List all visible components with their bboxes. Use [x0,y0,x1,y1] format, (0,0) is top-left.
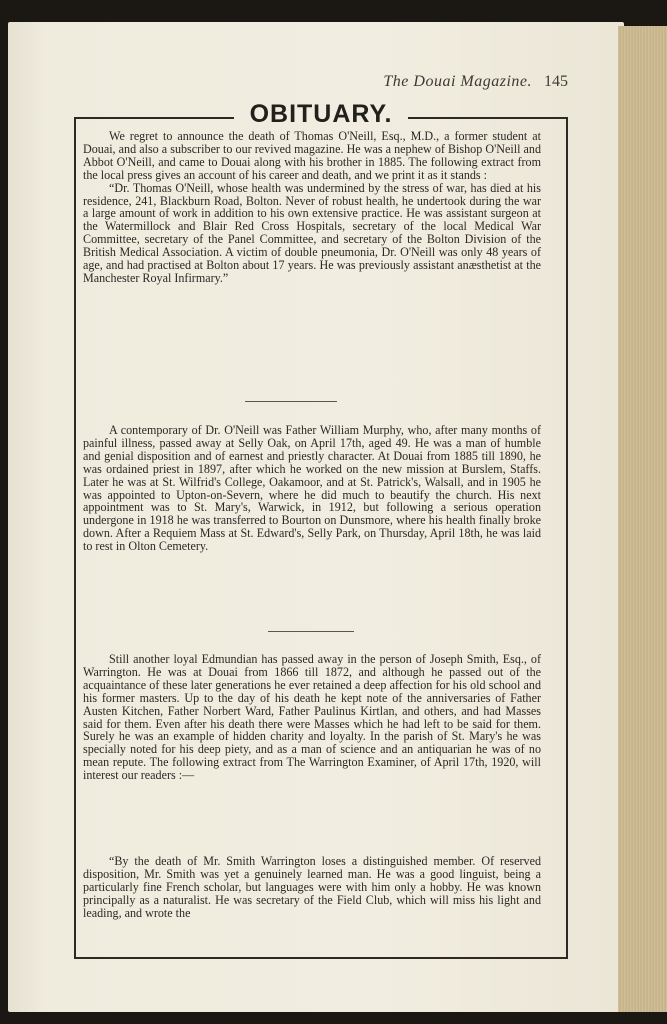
paragraph-press-extract: “Dr. Thomas O'Neill, whose health was undermined by the stress of war, has died at his residence, 241, Blackburn Road, Bolton. Never of robust health, he undertook during the war a large amount of work in addition to his own extensive practice. He was assistant surgeon at the Watermillock and Blair Red Cross Hospitals, secretary of the local Medical War Committee, secretary of the Panel Committee, and secretary of the Bolton Division of the British Medical Association. A victim of double pneumonia, Dr. O'Neill was only 48 years of age, and had practised at Bolton about 17 years. He was previously assistant anæsthetist at the Manchester Royal Infirmary.” [83,180,541,285]
paragraph-murphy: A contemporary of Dr. O'Neill was Father William Murphy, who, after many months of painful illness, passed away at Selly Oak, on April 17th, aged 49. He was a man of humble and genial disposition and of earnest and priestly character. At Douai from 1885 till 1890, he was ordained priest in 1897, after which he worked on the new mission at Burslem, Staffs. Later he was at St. Wilfrid's College, Oakamoor, and at St. Patrick's, Walsall, and in 1905 he was appointed to Upton-on-Severn, where he did much to beautify the church. His next appointment was to St. Mary's, Warwick, in 1912, but following a serious operation undergone in 1918 he was transferred to Bourton on Dunsmore, where his health finally broke down. After a Requiem Mass at St. Edward's, Selly Park, on Thursday, April 18th, he was laid to rest in Olton Cemetery. [83,423,541,554]
running-header [300,73,568,91]
obituary-murphy-block [83,424,541,553]
paragraph-smith-extract: “By the death of Mr. Smith Warrington loses a distinguished member. Of reserved disposition, Mr. Smith was yet a genuinely learned man. He was a good linguist, being a particularly fine French scholar, but languages were with him only a hobby. He was known principally as a naturalist. He was secretary of the Field Club, which will miss his light and leading, and wrote the [83,854,541,920]
paragraph-smith: Still another loyal Edmundian has passed away in the person of Joseph Smith, Esq., of Warrington. He was at Douai from 1866 till 1872, and although he passed out of the acquaintance of these later generations he ever retained a deep affection for his old school and his former masters. Up to the day of his death he kept note of the anniversaries of Father Austen Kitchen, Father Norbert Ward, Father Paulinus Kirtlan, and others, and had Masses said for them. Even after his death there were Masses which he had left to be said for them. Surely he was an example of hidden charity and loyalty. In the parish of St. Mary's he was specially noted for his deep piety, and as a man of science and an antiquarian he was of no mean repute. The following extract from The Warrington Examiner, of April 17th, 1920, will interest our readers :— [83,652,541,783]
obituary-smith-block [83,653,541,782]
page-edges [618,26,667,1012]
article-title: OBITUARY. [249,100,393,128]
frame-top-rule-left [74,117,234,119]
obituary-oneill-block [83,130,541,285]
section-separator [268,631,354,632]
obituary-smith-extract-block [83,855,541,920]
magazine-title: The Douai Magazine. [383,73,532,90]
paragraph-intro: We regret to announce the death of Thomas O'Neill, Esq., M.D., a former student at Douai, and also a subscriber to our revived magazine. He was a nephew of Bishop O'Neill and Abbot O'Neill, and came to Douai along with his brother in 1885. The following extract from the local press gives an account of his career and death, and we print it as it stands : [83,129,541,182]
page-number: 145 [544,73,568,90]
section-separator [245,401,337,402]
frame-top-rule-right [408,117,566,119]
